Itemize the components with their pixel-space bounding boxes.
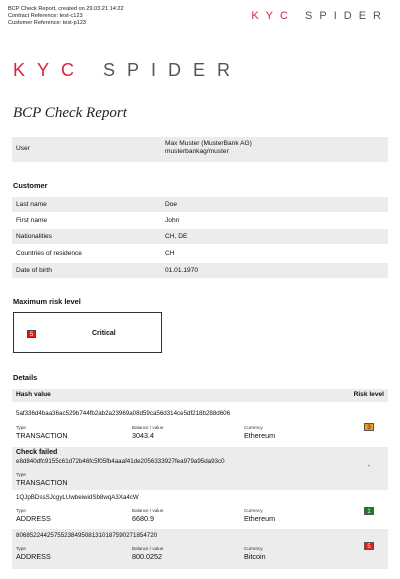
type-label: Type (16, 472, 26, 477)
type-col (16, 546, 51, 561)
risk-badge: - (367, 463, 371, 470)
customer-title: Customer (13, 181, 48, 190)
max-risk-badge: 5 (27, 330, 36, 338)
type-label: Type (16, 546, 26, 551)
field-row-last-name (12, 197, 388, 212)
header-logo (251, 10, 388, 22)
header-logo-kyc: KYC (251, 10, 295, 22)
balance-value: 800.0252 (132, 552, 162, 561)
check-failed-label: Check failed (16, 449, 58, 456)
field-label: First name (16, 217, 48, 224)
field-value: 01.01.1970 (165, 266, 199, 274)
hash-value: 1QJpBDssSJcgyLUwbeiwidSb8wqA3Xa4cW (16, 494, 139, 501)
balance-value: 6680.9 (132, 514, 154, 523)
currency-label: Currency (244, 546, 263, 551)
field-value: Doe (165, 200, 178, 208)
field-label: Countries of residence (16, 250, 82, 257)
details-title: Details (13, 373, 38, 382)
balance-col (132, 546, 163, 561)
user-row (12, 137, 388, 162)
detail-entry (12, 529, 388, 569)
detail-entry (12, 492, 388, 528)
type-value: ADDRESS (16, 552, 51, 561)
created-line: BCP Check Report, created on 29.03.21 14:22 (8, 6, 124, 12)
main-logo-kyc: KYC (13, 60, 87, 80)
currency-value: Ethereum (244, 431, 276, 440)
currency-value: Ethereum (244, 514, 276, 523)
field-label: Date of birth (16, 267, 52, 274)
hash-value: 8068522442575523849508131018759027185472​0 (16, 532, 158, 539)
currency-value: Bitcoin (244, 552, 266, 561)
currency-col (244, 546, 266, 561)
max-risk-box (13, 312, 162, 353)
balance-label: Balance / value (132, 425, 164, 430)
main-logo (13, 60, 242, 81)
user-account: musterbankag/muster (165, 148, 229, 155)
risk-badge: 3 (364, 423, 374, 431)
type-col (16, 425, 68, 440)
type-value: ADDRESS (16, 514, 51, 523)
field-row-residence (12, 246, 388, 261)
max-risk-title: Maximum risk level (13, 297, 81, 306)
type-label: Type (16, 508, 26, 513)
field-row-birth-date (12, 263, 388, 278)
report-header (8, 6, 392, 32)
hash-column-header: Hash value (16, 391, 51, 398)
field-label: Nationalities (16, 233, 52, 240)
balance-col (132, 425, 163, 440)
currency-label: Currency (244, 508, 263, 513)
currency-col (244, 508, 275, 523)
risk-badge: 1 (364, 507, 374, 515)
hash-value: 5af336d4baa36ac529b744fb2ab2a23969a08d59ca56d314ce5df218b288d606 (16, 410, 231, 417)
detail-entry (12, 447, 388, 490)
customer-reference: Customer Reference: test-p123 (8, 20, 87, 27)
user-name: Max Muster (MusterBank AG) (165, 140, 252, 147)
field-label: Last name (16, 201, 47, 208)
type-col (16, 472, 68, 487)
hash-value: e8d840dfc9155c61d72b46fc5f05fb4aaaf41de2056333927fea979a95da93c0 (16, 458, 225, 465)
contract-reference: Contract Reference: test-c123 (8, 13, 83, 20)
type-value: TRANSACTION (16, 478, 68, 487)
field-value: John (165, 216, 180, 224)
detail-entry (12, 409, 388, 447)
main-logo-spider: SPIDER (103, 60, 243, 80)
report-title: BCP Check Report (13, 105, 127, 121)
max-risk-text: Critical (92, 330, 116, 337)
currency-col (244, 425, 275, 440)
type-label: Type (16, 425, 26, 430)
details-header (12, 389, 388, 402)
balance-col (132, 508, 163, 523)
field-value: CH, DE (165, 232, 188, 240)
balance-value: 3043.4 (132, 431, 154, 440)
field-row-nationalities (12, 229, 388, 244)
field-value: CH (165, 249, 175, 257)
header-logo-spider: SPIDER (305, 10, 388, 22)
balance-label: Balance / value (132, 508, 164, 513)
user-label: User (16, 145, 30, 152)
type-col (16, 508, 51, 523)
balance-label: Balance / value (132, 546, 164, 551)
field-row-first-name (12, 213, 388, 228)
type-value: TRANSACTION (16, 431, 68, 440)
risk-column-header: Risk level (353, 391, 384, 398)
risk-badge: 5 (364, 542, 374, 550)
currency-label: Currency (244, 425, 263, 430)
